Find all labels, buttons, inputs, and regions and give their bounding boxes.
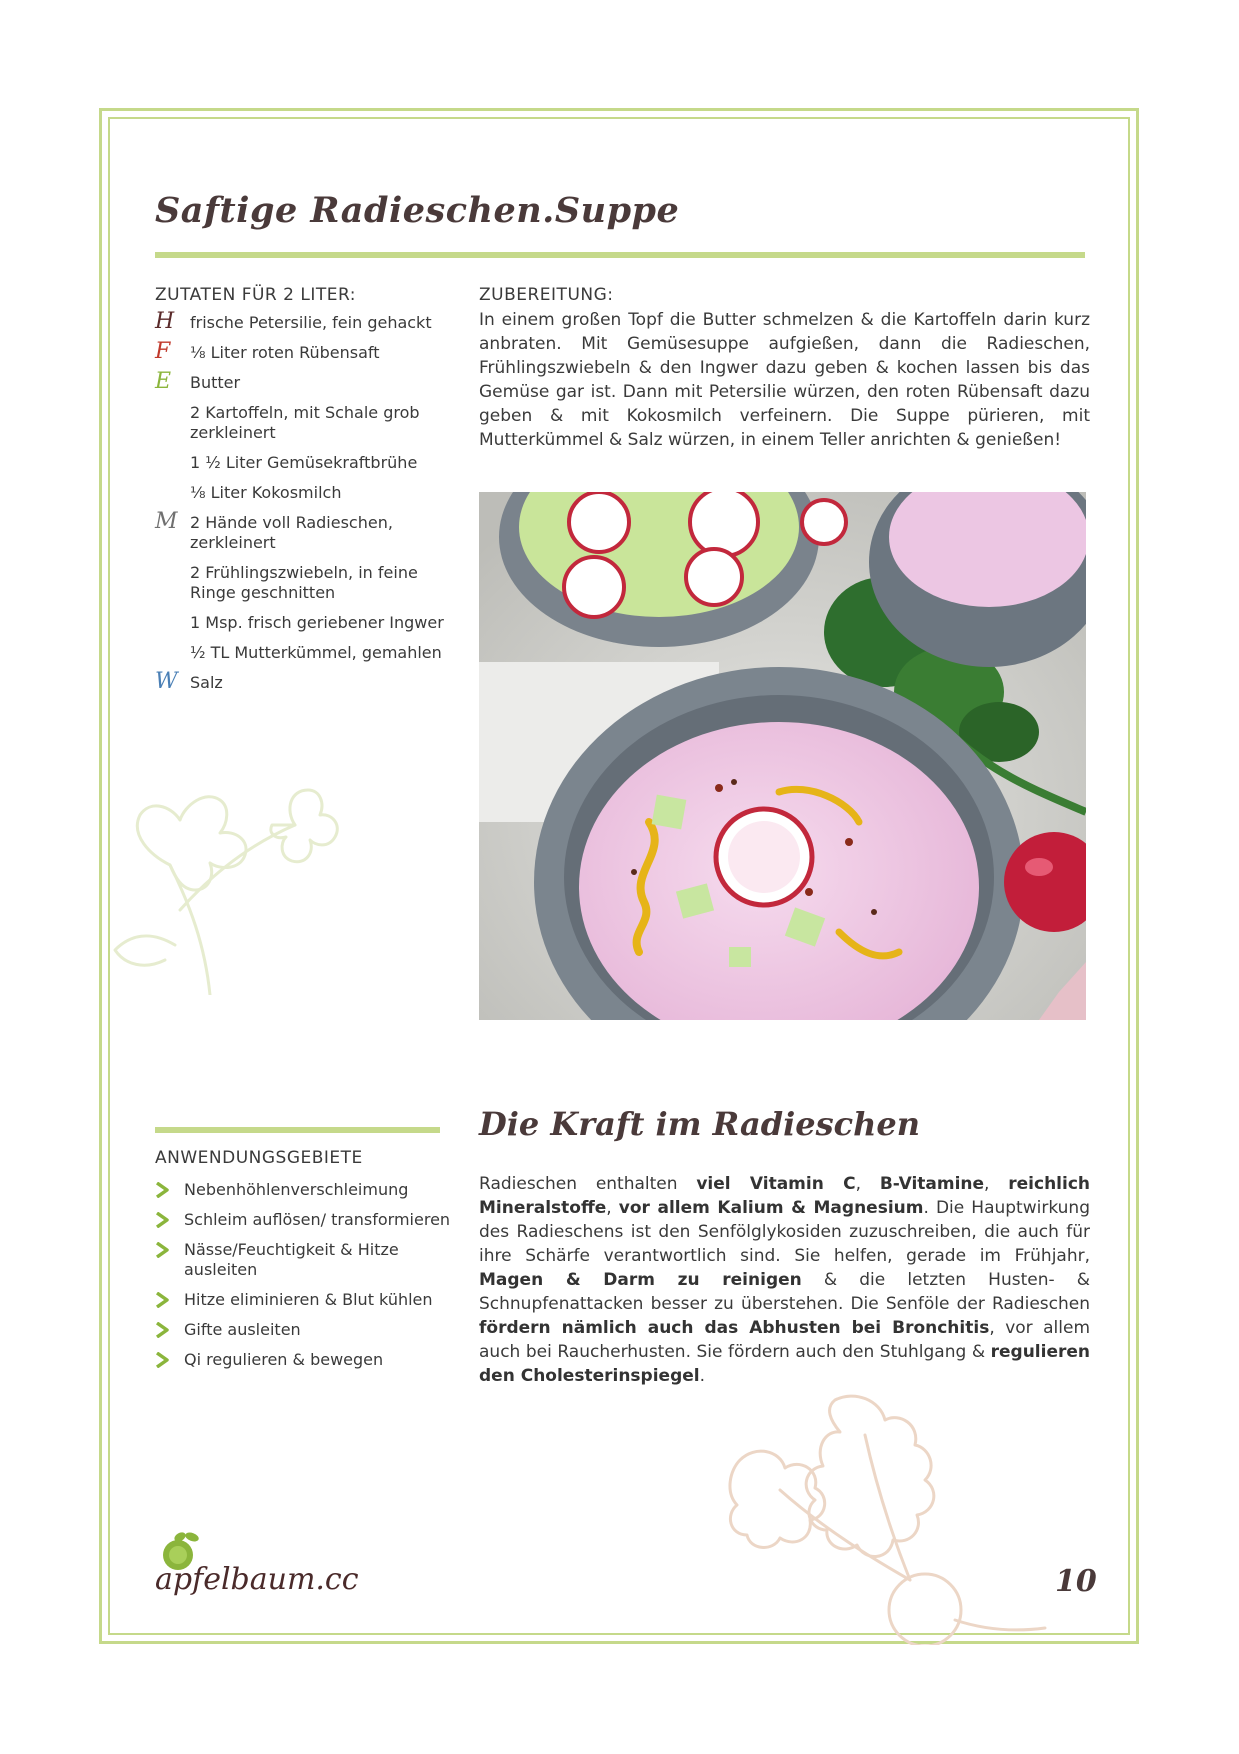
list-item xyxy=(155,1180,455,1200)
emphasis-text: regulieren den Cholesterinspiegel xyxy=(479,1342,1090,1386)
ingredient-item xyxy=(155,453,455,473)
body-text-segment: . Die Hauptwirkung des Radieschens ist den Senfölglykosiden zuzuschreiben, die auch für ihre Schärfe verantwortlich sind. Sie helfen, gerade im Frühjahr, xyxy=(479,1198,1090,1266)
emphasis-text: viel Vitamin C xyxy=(696,1174,856,1194)
ingredient-item xyxy=(155,669,455,694)
body-text-segment: Radieschen enthalten xyxy=(479,1174,697,1194)
list-item xyxy=(155,1290,455,1310)
body-text-segment: . xyxy=(699,1366,705,1386)
application-text: Gifte ausleiten xyxy=(184,1320,301,1339)
application-text: Nebenhöhlenverschleimung xyxy=(184,1180,409,1199)
body-text-segment: , xyxy=(606,1198,619,1218)
applications-heading: ANWENDUNGSGEBIETE xyxy=(155,1148,363,1168)
application-text: Qi regulieren & bewegen xyxy=(184,1350,384,1369)
body-text-segment: , vor allem auch bei Raucherhusten. Sie fördern auch den Stuhlgang & xyxy=(479,1318,1091,1362)
ingredient-text: Salz xyxy=(190,673,223,692)
emphasis-text: Magen & Darm zu reinigen xyxy=(479,1270,802,1290)
ingredient-item xyxy=(155,509,455,553)
element-glyph-icon: E xyxy=(155,369,172,394)
logo-text: apfelbaum.cc xyxy=(155,1562,359,1597)
body-text-segment: & die letzten Husten- & Schnupfenattacken besser zu überstehen. Die Senföle der Radieschen xyxy=(479,1270,1091,1314)
list-item xyxy=(155,1210,455,1230)
power-text xyxy=(479,1172,1090,1388)
chevron-right-icon xyxy=(155,1242,169,1258)
element-glyph-icon: H xyxy=(155,309,175,334)
ingredient-text: 1 Msp. frisch geriebener Ingwer xyxy=(190,613,444,632)
chevron-right-icon xyxy=(155,1292,169,1308)
list-item xyxy=(155,1350,455,1370)
emphasis-text: reichlich Mineralstoffe xyxy=(479,1174,1091,1218)
emphasis-text: B-Vitamine xyxy=(879,1174,985,1194)
preparation-heading: ZUBEREITUNG: xyxy=(479,285,614,305)
ingredient-item xyxy=(155,339,455,364)
list-item xyxy=(155,1240,455,1280)
recipe-title: Saftige Radieschen.Suppe xyxy=(155,190,680,231)
title-divider xyxy=(155,252,1085,258)
application-text: Hitze eliminieren & Blut kühlen xyxy=(184,1290,433,1309)
ingredients-heading: ZUTATEN FÜR 2 LITER: xyxy=(155,285,356,305)
ingredient-item xyxy=(155,643,455,663)
application-text: Nässe/Feuchtigkeit & Hitze ausleiten xyxy=(184,1240,399,1279)
radish-illustration xyxy=(725,1390,1065,1645)
applications-divider xyxy=(155,1127,440,1133)
ingredient-text: ½ TL Mutterkümmel, gemahlen xyxy=(190,643,442,662)
body-text-segment: , xyxy=(984,1174,1009,1194)
ingredient-text: ⅛ Liter Kokosmilch xyxy=(190,483,342,502)
body-text-segment: , xyxy=(855,1174,880,1194)
ingredient-item xyxy=(155,403,455,443)
ingredient-text: 1 ½ Liter Gemüsekraftbrühe xyxy=(190,453,418,472)
ingredient-item xyxy=(155,563,455,603)
ingredient-list xyxy=(155,309,455,703)
emphasis-text: vor allem Kalium & Magnesium xyxy=(618,1198,924,1218)
ingredient-text: 2 Kartoffeln, mit Schale grob zerkleinert xyxy=(190,403,420,442)
chevron-right-icon xyxy=(155,1182,169,1198)
ingredient-item xyxy=(155,483,455,503)
ingredient-text: ⅛ Liter roten Rübensaft xyxy=(190,343,380,362)
ingredient-text: Butter xyxy=(190,373,241,392)
chevron-right-icon xyxy=(155,1212,169,1228)
emphasis-text: fördern nämlich auch das Abhusten bei Bronchitis xyxy=(479,1318,990,1338)
page-number: 10 xyxy=(1055,1564,1097,1599)
element-glyph-icon: W xyxy=(155,669,178,694)
application-text: Schleim auflösen/ transformieren xyxy=(184,1210,451,1229)
ingredient-item xyxy=(155,613,455,633)
ingredient-item xyxy=(155,369,455,394)
power-heading: Die Kraft im Radieschen xyxy=(479,1105,920,1143)
soup-photo xyxy=(479,492,1086,1020)
ingredient-item xyxy=(155,309,455,334)
chevron-right-icon xyxy=(155,1352,169,1368)
chevron-right-icon xyxy=(155,1322,169,1338)
preparation-text: In einem großen Topf die Butter schmelzen & die Kartoffeln darin kurz anbraten. Mit Gemüsesuppe aufgießen, dann die Radieschen, Frühlingszwiebeln & den Ingwer dazu geben & kochen lassen bis das Gemüse gar ist. Dann mit Petersilie würzen, den roten Rübensaft dazu geben & mit Kokosmilch verfeinern. Die Suppe pürieren, mit Mutterkümmel & Salz würzen, in einem Teller anrichten & genießen! xyxy=(479,310,1090,450)
parsley-illustration xyxy=(110,745,340,995)
ingredient-text: frische Petersilie, fein gehackt xyxy=(190,313,432,332)
element-glyph-icon: F xyxy=(155,339,171,364)
ingredient-text: 2 Frühlingszwiebeln, in feine Ringe geschnitten xyxy=(190,563,418,602)
ingredient-text: 2 Hände voll Radieschen, zerkleinert xyxy=(190,513,393,552)
element-glyph-icon: M xyxy=(155,509,178,534)
applications-list xyxy=(155,1180,455,1380)
list-item xyxy=(155,1320,455,1340)
